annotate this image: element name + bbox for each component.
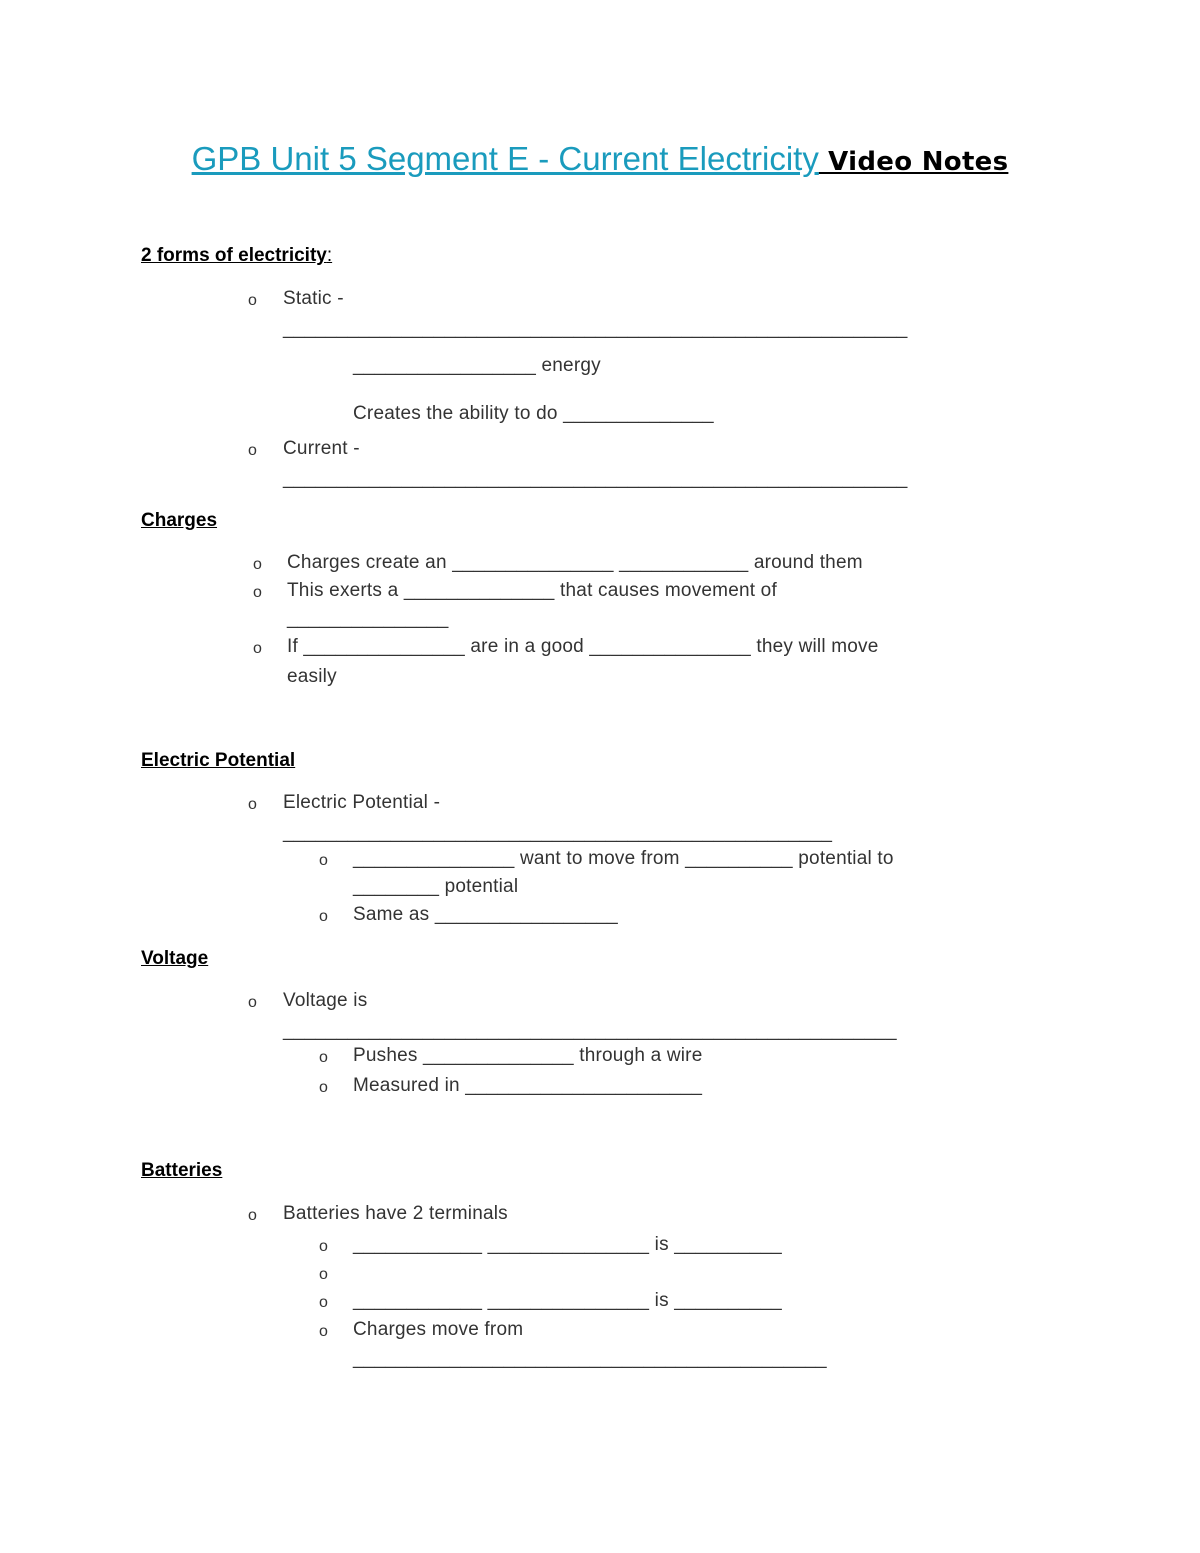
potential-sub-1: _______________ want to move from __________ potential to [353, 848, 894, 869]
current-label: Current - [283, 438, 360, 459]
work-line: Creates the ability to do ______________ [353, 403, 714, 424]
heading-electric-potential: Electric Potential [141, 750, 296, 771]
batteries-sub-3: ____________ _______________ is __________ [353, 1290, 782, 1311]
voltage-label: Voltage is [283, 990, 368, 1011]
sub-bullet: o [319, 1238, 328, 1255]
potential-label: Electric Potential - [283, 792, 441, 813]
charges-item-1: Charges create an _______________ ____________ around them [287, 552, 863, 573]
bullet: o [253, 640, 262, 657]
batteries-label: Batteries have 2 terminals [283, 1203, 508, 1224]
bullet: o [248, 994, 257, 1011]
voltage-sub-2: Measured in ______________________ [353, 1075, 703, 1096]
heading-charges: Charges [141, 510, 218, 531]
heading-forms-of-electricity: 2 forms of electricity: [141, 245, 333, 266]
sub-bullet: o [319, 1079, 328, 1096]
batteries-sub-1: ____________ _______________ is __________ [353, 1234, 782, 1255]
sub-bullet: o [319, 852, 328, 869]
bullet: o [248, 292, 257, 309]
bullet: o [248, 442, 257, 459]
charges-item-2: This exerts a ______________ that causes movement of [287, 580, 777, 601]
title-video-notes: Video Notes [818, 147, 1009, 177]
energy-line: _________________ energy [353, 355, 601, 376]
static-blank: __________________________________________________________ [283, 318, 908, 339]
sub-bullet: o [319, 1049, 328, 1066]
voltage-sub-1: Pushes ______________ through a wire [353, 1045, 703, 1066]
charges-item-2-cont: _______________ [287, 608, 449, 629]
batteries-sub-4: Charges move from [353, 1319, 524, 1340]
sub-bullet: o [319, 1323, 328, 1340]
potential-sub-2: Same as _________________ [353, 904, 618, 925]
voltage-blank: _________________________________________________________ [283, 1020, 897, 1041]
sub-bullet: o [319, 908, 328, 925]
sub-bullet: o [319, 1266, 328, 1283]
static-label: Static - [283, 288, 344, 309]
batteries-sub-4-cont: ____________________________________________ [353, 1348, 827, 1369]
bullet: o [248, 1207, 257, 1224]
potential-blank: ___________________________________________________ [283, 822, 833, 843]
charges-item-3: If _______________ are in a good _______________ they will move [287, 636, 879, 657]
bullet: o [253, 584, 262, 601]
sub-bullet: o [319, 1294, 328, 1311]
bullet: o [248, 796, 257, 813]
heading-voltage: Voltage [141, 948, 209, 969]
heading-batteries: Batteries [141, 1160, 223, 1181]
bullet: o [253, 556, 262, 573]
charges-item-3-cont: easily [287, 666, 337, 687]
current-blank: __________________________________________________________ [283, 468, 908, 489]
page-title [0, 140, 1200, 178]
title-link[interactable]: GPB Unit 5 Segment E - Current Electricity [191, 140, 819, 177]
potential-sub-1-cont: ________ potential [353, 876, 519, 897]
